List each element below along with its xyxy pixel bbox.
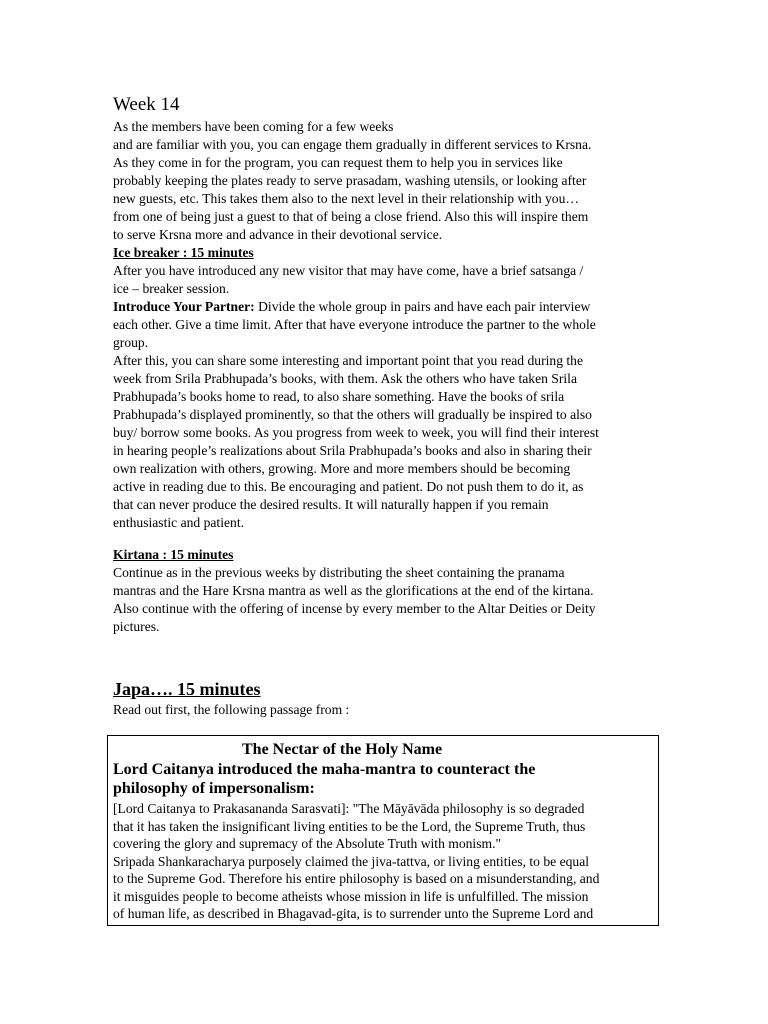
partner-text: Divide the whole group in pairs and have each pair interview (254, 299, 591, 314)
text-line: covering the glory and supremacy of the Absolute Truth with monism." (113, 836, 502, 851)
text-line: it misguides people to become atheists whose mission in life is unfulfilled. The mission (113, 888, 589, 904)
text-line: After this, you can share some interesting and important point that you read during the (113, 353, 583, 368)
text-line: of human life, as described in Bhagavad-gita, is to surrender unto the Supreme Lord and (113, 906, 594, 921)
text-line: in hearing people’s realizations about Srila Prabhupada’s books and also in sharing their (113, 443, 592, 458)
text-line: buy/ borrow some books. As you progress from week to week, you will find their interest (113, 425, 599, 440)
icebreaker-heading: Ice breaker : 15 minutes (113, 245, 254, 260)
subtitle-line: philosophy of impersonalism: (113, 780, 315, 797)
quote-box (107, 735, 659, 926)
text-line: each other. Give a time limit. After that have everyone introduce the partner to the whole (113, 317, 596, 332)
text-line: own realization with others, growing. More and more members should be becoming (113, 461, 571, 476)
text-line: [Lord Caitanya to Prakasananda Sarasvati]: "The Māyāvāda philosophy is so degraded (113, 801, 585, 816)
text-line: that it has taken the insignificant living entities to be the Lord, the Supreme Truth, thus (113, 818, 586, 834)
kirtana-heading: Kirtana : 15 minutes (113, 547, 234, 562)
text-line: and are familiar with you, you can engage them gradually in different services to Krsna. (113, 137, 592, 152)
intro-paragraph (113, 118, 658, 532)
partner-label: Introduce Your Partner: (113, 299, 255, 314)
subtitle-line: Lord Caitanya introduced the maha-mantra to counteract the (113, 761, 536, 778)
japa-intro: Read out first, the following passage from : (113, 702, 350, 717)
kirtana-section (113, 546, 658, 636)
text-line: Also continue with the offering of incense by every member to the Altar Deities or Deity (113, 601, 596, 616)
text-line: new guests, etc. This takes them also to the next level in their relationship with you… (113, 191, 579, 206)
text-line: to serve Krsna more and advance in their devotional service. (113, 227, 443, 242)
japa-heading: Japa…. 15 minutes (113, 679, 261, 699)
text-line: week from Srila Prabhupada’s books, with them. Ask the others who have taken Srila (113, 371, 577, 386)
text-line: probably keeping the plates ready to serve prasadam, washing utensils, or looking after (113, 173, 587, 188)
text-line: pictures. (113, 619, 160, 634)
text-line: Prabhupada’s books home to read, to also share something. Have the books of srila (113, 389, 565, 404)
partner-line (113, 298, 658, 316)
text-line: enthusiastic and patient. (113, 515, 244, 530)
text-line: to the Supreme God. Therefore his entire philosophy is based on a misunderstanding, and (113, 871, 600, 886)
quote-body (113, 800, 658, 923)
text-line: ice – breaker session. (113, 281, 230, 296)
quote-title: The Nectar of the Holy Name (242, 741, 443, 758)
text-line: Sripada Shankaracharya purposely claimed the jiva-tattva, or living entities, to be equal (113, 853, 590, 869)
text-line: group. (113, 335, 149, 350)
text-line: As they come in for the program, you can request them to help you in services like (113, 155, 563, 170)
text-line: active in reading due to this. Be encouraging and patient. Do not push them to do it, as (113, 479, 584, 494)
text-line: Continue as in the previous weeks by distributing the sheet containing the pranama (113, 565, 565, 580)
page-title: Week 14 (113, 94, 180, 115)
text-line: Prabhupada’s displayed prominently, so that the others will gradually be inspired to also (113, 407, 592, 422)
text-line: As the members have been coming for a few weeks (113, 119, 394, 134)
quote-subtitle (113, 760, 535, 798)
text-line: that can never produce the desired results. It will naturally happen if you remain (113, 497, 549, 512)
text-line: mantras and the Hare Krsna mantra as well as the glorifications at the end of the kirtana. (113, 583, 594, 598)
text-line: from one of being just a guest to that of being a close friend. Also this will inspire them (113, 209, 589, 224)
text-line: After you have introduced any new visitor that may have come, have a brief satsanga / (113, 263, 584, 278)
